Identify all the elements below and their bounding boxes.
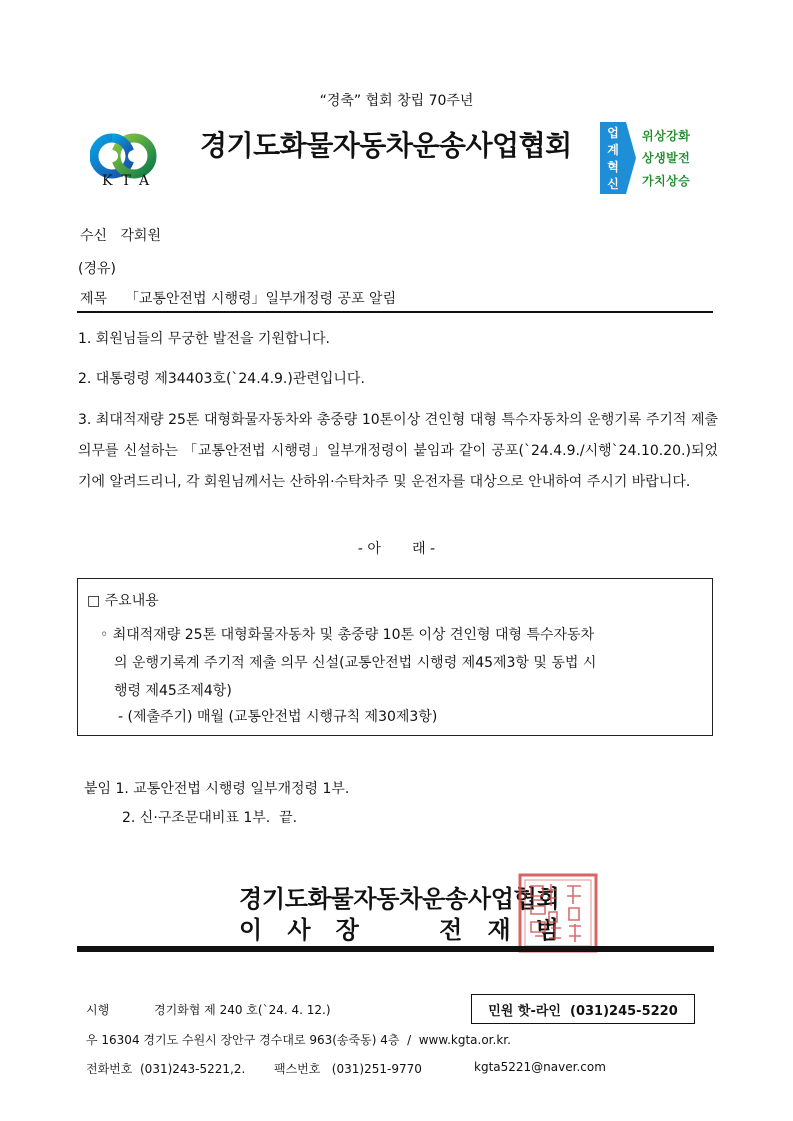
logo-text: KTA <box>102 173 159 189</box>
divider <box>77 311 713 313</box>
badge-char: 업 <box>607 125 619 140</box>
key-content-heading: □ 주요내용 <box>87 593 159 609</box>
bullet-line: ◦ 최대적재량 25톤 대형화물자동차 및 총중량 10톤 이상 견인형 대형 특수자동차 <box>100 627 595 643</box>
badge-char: 신 <box>607 176 619 191</box>
via-line: (경유) <box>78 261 116 277</box>
slogan-list <box>642 124 690 192</box>
fax-number: 팩스번호 (031)251-9770 <box>274 1062 422 1076</box>
bullet-line: 의 운행기록계 주기적 제출 의무 신설(교통안전법 시행령 제45제3항 및 동법 시 <box>114 655 597 671</box>
below-heading: - 아 래 - <box>357 541 436 557</box>
email-address[interactable]: kgta5221@naver.com <box>474 1060 606 1074</box>
footer-divider <box>77 946 714 952</box>
paragraph-3: 3. 최대적재량 25톤 대형화물자동차와 총중량 10톤이상 견인형 대형 특수자동차의 운행기록 주기적 제출 의무를 신설하는 「교통안전법 시행령」일부개정령이 붙임과 같이 공포(`24.4.9./시행`24.10.20.)되었기에 알려드리니, 각 회원님께서는 산하위·수탁차주 및 운전자를 대상으로 안내하여 주시기 바랍니다. <box>78 412 718 490</box>
name-char: 이 <box>239 916 263 944</box>
key-content-bullet <box>100 621 706 705</box>
slogan-item: 상생발전 <box>642 151 691 166</box>
signature-org: 경기도화물자동차운송사업협회 <box>239 885 560 913</box>
paragraph-1: 1. 회원님들의 무궁한 발전을 기원합니다. <box>78 331 330 347</box>
name-char <box>384 910 414 945</box>
phone-number: 전화번호 (031)243-5221,2. <box>86 1062 246 1076</box>
celebration-text: “경축” 협회 창립 70주년 <box>319 93 474 109</box>
enforcement-label: 시행 <box>86 1003 110 1017</box>
signature-name <box>239 910 559 945</box>
recipient-line: 수신 각회원 <box>80 228 161 244</box>
attachment-1: 붙임 1. 교통안전법 시행령 일부개정령 1부. <box>84 781 350 797</box>
slogan-item: 위상강화 <box>642 128 691 143</box>
badge-chars <box>602 124 624 192</box>
attachment-2: 2. 신·구조문대비표 1부. 끝. <box>122 810 298 826</box>
address-line: 우 16304 경기도 수원시 장안구 경수대로 963(송죽동) 4층 / www.kgta.or.kr. <box>86 1033 511 1047</box>
bullet-line: 행령 제45조제4항) <box>114 683 232 699</box>
name-char: 장 <box>335 916 359 944</box>
subject-line: 제목 「교통안전법 시행령」일부개정령 공포 알림 <box>80 291 397 307</box>
badge-char: 혁 <box>607 159 619 174</box>
org-title: 경기도화물자동차운송사업협회 <box>200 129 572 162</box>
official-seal-icon <box>517 872 599 954</box>
slogan-item: 가치상승 <box>642 174 691 189</box>
name-char: 범 <box>535 916 559 944</box>
slogan-badge <box>600 122 720 194</box>
key-content-sub: - (제출주기) 매월 (교통안전법 시행규칙 제30제3항) <box>118 709 438 725</box>
enforcement-number: 경기화협 제 240 호(`24. 4. 12.) <box>154 1003 331 1017</box>
badge-char: 계 <box>607 142 619 157</box>
name-char: 재 <box>487 916 511 944</box>
name-char: 사 <box>287 916 311 944</box>
hotline-box: 민원 핫-라인 (031)245-5220 <box>471 994 695 1024</box>
name-char: 전 <box>439 916 463 944</box>
paragraph-2: 2. 대통령령 제34403호(`24.4.9.)관련입니다. <box>78 371 365 387</box>
